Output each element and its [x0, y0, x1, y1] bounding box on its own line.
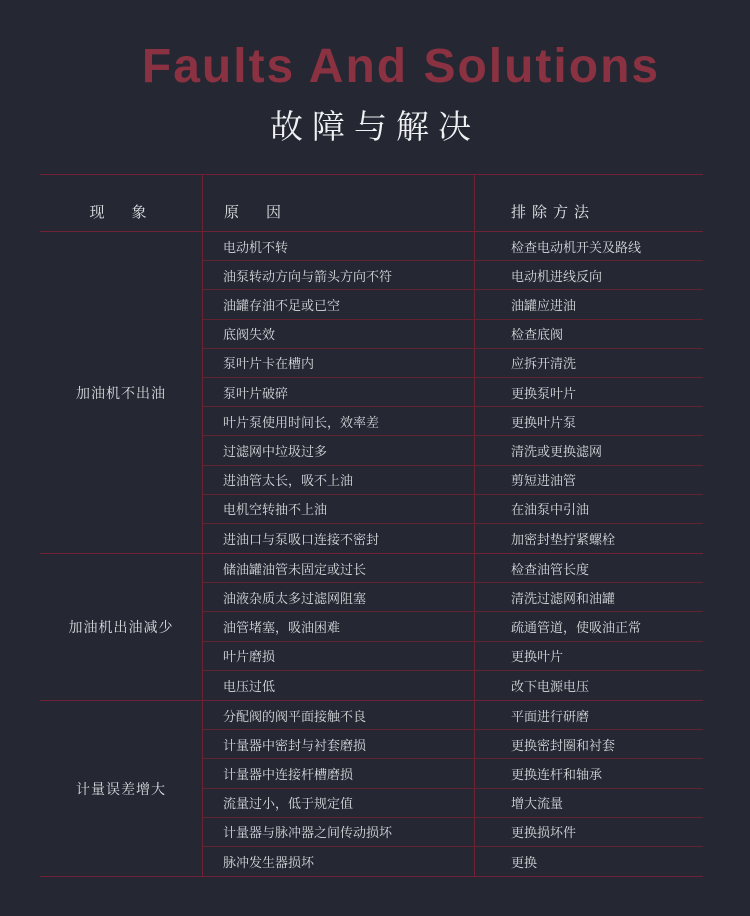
- table-row: [203, 847, 703, 876]
- table-row: [203, 290, 703, 319]
- table-row: [203, 759, 703, 788]
- solution-cell: 检查电动机开关及路线: [511, 239, 642, 255]
- table-row: [203, 583, 703, 612]
- table-row: [203, 232, 703, 261]
- cause-cell: 泵叶片破碎: [203, 378, 475, 406]
- column-header-cause: 原 因: [203, 175, 475, 231]
- table-row: [203, 495, 703, 524]
- group-rows: [203, 701, 703, 876]
- phenomenon-cell: 计量误差增大: [40, 701, 203, 876]
- cause-cell: 油泵转动方向与箭头方向不符: [203, 261, 475, 289]
- solution-cell: 油罐应进油: [511, 298, 577, 313]
- cause-cell: 油罐存油不足或已空: [203, 290, 475, 318]
- solution-cell: 剪短进油管: [511, 473, 577, 489]
- cause-cell: 流量过小，低于规定值: [203, 789, 475, 817]
- table-row: [203, 378, 703, 407]
- group-rows: [203, 554, 703, 700]
- solution-cell: 更换密封圈和衬套: [511, 737, 616, 753]
- cause-cell: 底阀失效: [203, 320, 475, 348]
- cause-cell: 过滤网中垃圾过多: [203, 436, 475, 464]
- cause-cell: 叶片泵使用时间长，效率差: [203, 407, 475, 435]
- table-row: [203, 789, 703, 818]
- solution-cell: 改下电源电压: [511, 678, 590, 694]
- fault-group-reduced-output: [40, 554, 703, 701]
- cause-cell: 电机空转抽不上油: [203, 495, 475, 523]
- solution-cell: 疏通管道，使吸油正常: [511, 620, 642, 636]
- faults-table: [40, 174, 703, 877]
- solution-cell: 清洗或更换滤网: [511, 443, 603, 459]
- group-rows: [203, 232, 703, 553]
- solution-cell: 更换叶片: [511, 649, 564, 665]
- solution-cell: 平面进行研磨: [511, 708, 590, 724]
- table-row: [203, 261, 703, 290]
- table-row: [203, 349, 703, 378]
- solution-cell: 检查底阀: [511, 327, 564, 343]
- cause-cell: 油液杂质太多过滤网阻塞: [203, 583, 475, 611]
- table-row: [203, 407, 703, 436]
- phenomenon-cell: 加油机出油减少: [40, 554, 203, 700]
- cause-cell: 储油罐油管未固定或过长: [203, 554, 475, 582]
- fault-group-metering-error: [40, 701, 703, 877]
- table-row: [203, 701, 703, 730]
- cause-cell: 油管堵塞，吸油困难: [203, 612, 475, 640]
- solution-cell: 清洗过滤网和油罐: [511, 590, 616, 606]
- title-english: Faults And Solutions: [141, 40, 661, 93]
- solution-cell: 更换: [511, 855, 538, 871]
- title-chinese: 故障与解决: [270, 108, 480, 146]
- cause-cell: 泵叶片卡在槽内: [203, 349, 475, 377]
- fault-group-no-oil: [40, 232, 703, 554]
- table-row: [203, 554, 703, 583]
- solution-cell: 更换叶片泵: [511, 414, 577, 430]
- phenomenon-cell: 加油机不出油: [40, 232, 203, 553]
- table-header-row: [40, 175, 703, 232]
- table-row: [203, 524, 703, 553]
- solution-cell: 更换泵叶片: [511, 385, 577, 401]
- solution-cell: 加密封垫拧紧螺栓: [511, 532, 616, 547]
- table-row: [203, 436, 703, 465]
- cause-cell: 电动机不转: [203, 232, 475, 260]
- cause-cell: 计量器与脉冲器之间传动损坏: [203, 818, 475, 846]
- table-row: [203, 730, 703, 759]
- solution-cell: 检查油管长度: [511, 561, 590, 577]
- cause-cell: 进油口与泵吸口连接不密封: [203, 524, 475, 553]
- column-header-phenomenon: 现 象: [40, 175, 203, 231]
- table-row: [203, 818, 703, 847]
- solution-cell: 在油泵中引油: [511, 502, 590, 518]
- table-row: [203, 320, 703, 349]
- cause-cell: 分配阀的阀平面接触不良: [203, 701, 475, 729]
- solution-cell: 应拆开清洗: [511, 356, 577, 372]
- cause-cell: 脉冲发生器损坏: [203, 847, 475, 876]
- solution-cell: 更换连杆和轴承: [511, 767, 603, 782]
- solution-cell: 增大流量: [511, 796, 564, 812]
- cause-cell: 计量器中密封与衬套磨损: [203, 730, 475, 758]
- table-row: [203, 671, 703, 700]
- cause-cell: 计量器中连接杆槽磨损: [203, 759, 475, 787]
- cause-cell: 进油管太长，吸不上油: [203, 466, 475, 494]
- column-header-solution: 排除方法: [511, 203, 596, 221]
- table-row: [203, 612, 703, 641]
- solution-cell: 更换损坏件: [511, 825, 577, 841]
- solution-cell: 电动机进线反向: [511, 268, 603, 284]
- cause-cell: 叶片磨损: [203, 642, 475, 670]
- table-row: [203, 466, 703, 495]
- cause-cell: 电压过低: [203, 671, 475, 700]
- table-row: [203, 642, 703, 671]
